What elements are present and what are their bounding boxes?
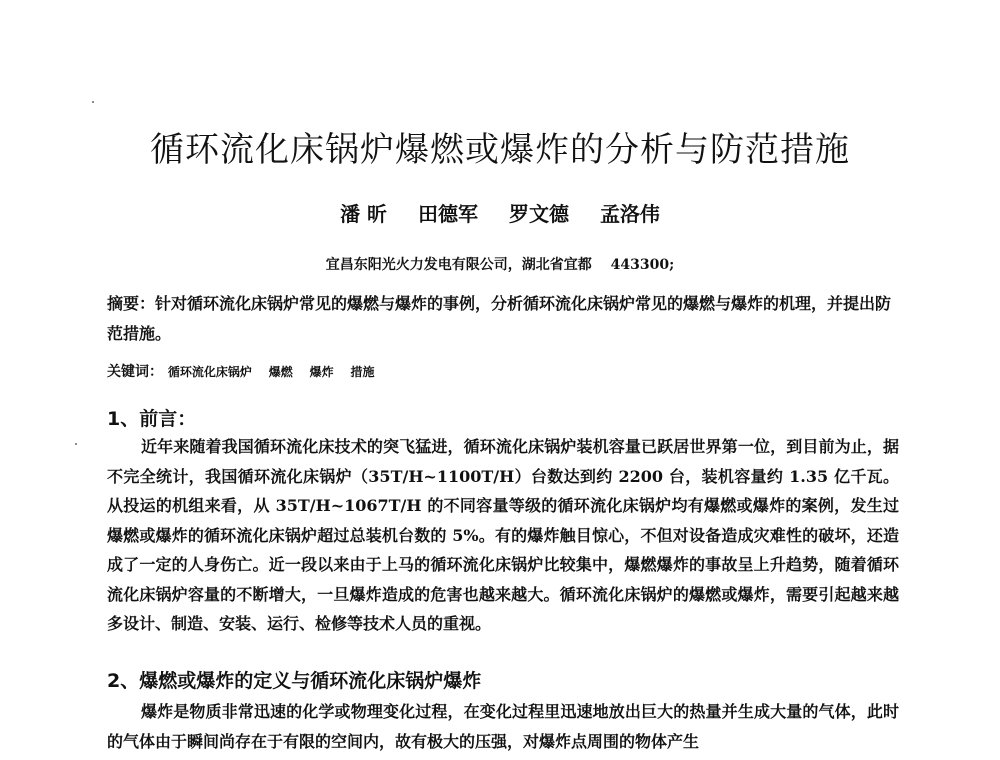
author-list: [60, 198, 940, 227]
author-name: 孟洛伟: [599, 202, 660, 226]
keyword: 爆燃: [268, 365, 293, 379]
keyword: 爆炸: [309, 365, 334, 379]
abstract-label: 摘要：: [107, 294, 156, 313]
abstract: [107, 289, 899, 348]
author-name: 潘 昕: [340, 202, 388, 226]
affiliation: 宜昌东阳光火力发电有限公司，湖北省宜都 443300;: [325, 257, 675, 273]
keyword: 措施: [350, 365, 375, 379]
paper-title: 循环流化床锅炉爆燃或爆炸的分析与防范措施: [150, 130, 850, 170]
section-paragraph: 近年来随着我国循环流化床技术的突飞猛进，循环流化床锅炉装机容量已跃居世界第一位，到目前为止，据不完全统计，我国循环流化床锅炉（35T/H~1100T/H）台数达到约 2200 台，装机容量约 1.35 亿千瓦。从投运的机组来看，从 35T/H~1067T/H 的不同容量等级的循环流化床锅炉均有爆燃或爆炸的案例，发生过爆燃或爆炸的循环流化床锅炉超过总装机台数的 5%。有的爆炸触目惊心，不但对设备造成灾难性的破坏，还造成了一定的人身伤亡。近一段以来由于上马的循环流化床锅炉比较集中，爆燃爆炸的事故呈上升趋势，随着循环流化床锅炉容量的不断增大，一旦爆炸造成的危害也越来越大。循环流化床锅炉的爆燃或爆炸，需要引起越来越多设计、制造、安装、运行、检修等技术人员的重视。: [107, 437, 899, 633]
scan-speck: [75, 443, 77, 445]
section-heading: 2、爆燃或爆炸的定义与循环流化床锅炉爆炸: [107, 670, 482, 692]
scan-speck: [92, 101, 94, 103]
abstract-text: 针对循环流化床锅炉常见的爆燃与爆炸的事例，分析循环流化床锅炉常见的爆燃与爆炸的机理，并提出防范措施。: [107, 294, 892, 343]
author-name: 田德军: [418, 202, 478, 226]
section-heading: 1、前言：: [107, 408, 197, 430]
section-paragraph: 爆炸是物质非常迅速的化学或物理变化过程，在变化过程里迅速地放出巨大的热量并生成大量的气体，此时的气体由于瞬间尚存在于有限的空间内，故有极大的压强，对爆炸点周围的物体产生: [107, 702, 899, 751]
keywords: [107, 358, 899, 388]
keyword: 循环流化床锅炉: [167, 365, 252, 379]
author-name: 罗文德: [508, 202, 569, 226]
keywords-label: 关键词：: [107, 364, 163, 380]
